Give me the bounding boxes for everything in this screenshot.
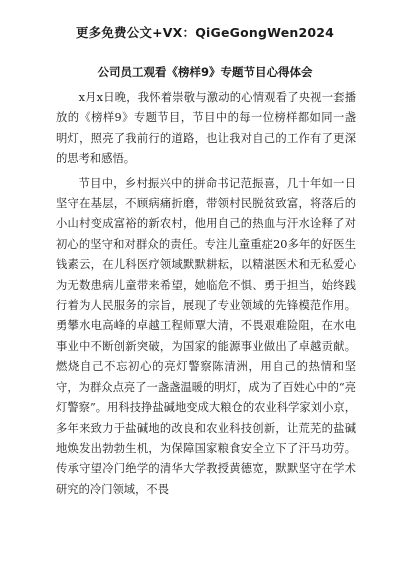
document-title: 公司员工观看《榜样9》专题节目心得体会 xyxy=(97,65,313,79)
paragraph: x月x日晚，我怀着崇敬与激动的心情观看了央视一套播放的《榜样9》专题节目，节目中的每一位榜样都如同一盏明灯，照亮了我前行的道路，也让我对自己的工作有了更深的思考和感悟。 xyxy=(56,91,356,166)
promo-banner: 更多免费公文+VX：QiGeGongWen2024 xyxy=(75,25,335,40)
paragraph: 节目中，乡村振兴中的拼命书记范振喜，几十年如一日坚守在基层，不顾病痛折磨，带领村民脱贫致富，将落后的小山村变成富裕的新农村，他用自己的热血与汗水诠释了对初心的坚守和对群众的责任。专注儿童重症20多年的好医生钱素云，在儿科医疗领域默默耕耘，以精湛医术和无私爱心为无数患病儿童带来希望，她临危不惧、勇于担当，始终践行着为人民服务的宗旨，展现了专业领域的先锋模范作用。勇攀水电高峰的卓越工程师覃大清，不畏艰难险阻，在水电事业中不断创新突破，为国家的能源事业做出了卓越贡献。燃烧自己不忘初心的亮灯警察陈清洲，用自己的热情和坚守，为群众点亮了一盏盏温暖的明灯，成为了百姓心中的“亮灯警察”。用科技挣盐碱地变成大粮仓的农业科学家刘小京，多年来致力于盐碱地的改良和农业科技创新，让荒芜的盐碱地焕发出勃勃生机，为保障国家粮食安全立下了汗马功劳。传承守望冷门绝学的清华大学教授黄德宽，默默坚守在学术研究的冷门领域，不畏 xyxy=(56,176,356,496)
document-body xyxy=(56,88,356,504)
